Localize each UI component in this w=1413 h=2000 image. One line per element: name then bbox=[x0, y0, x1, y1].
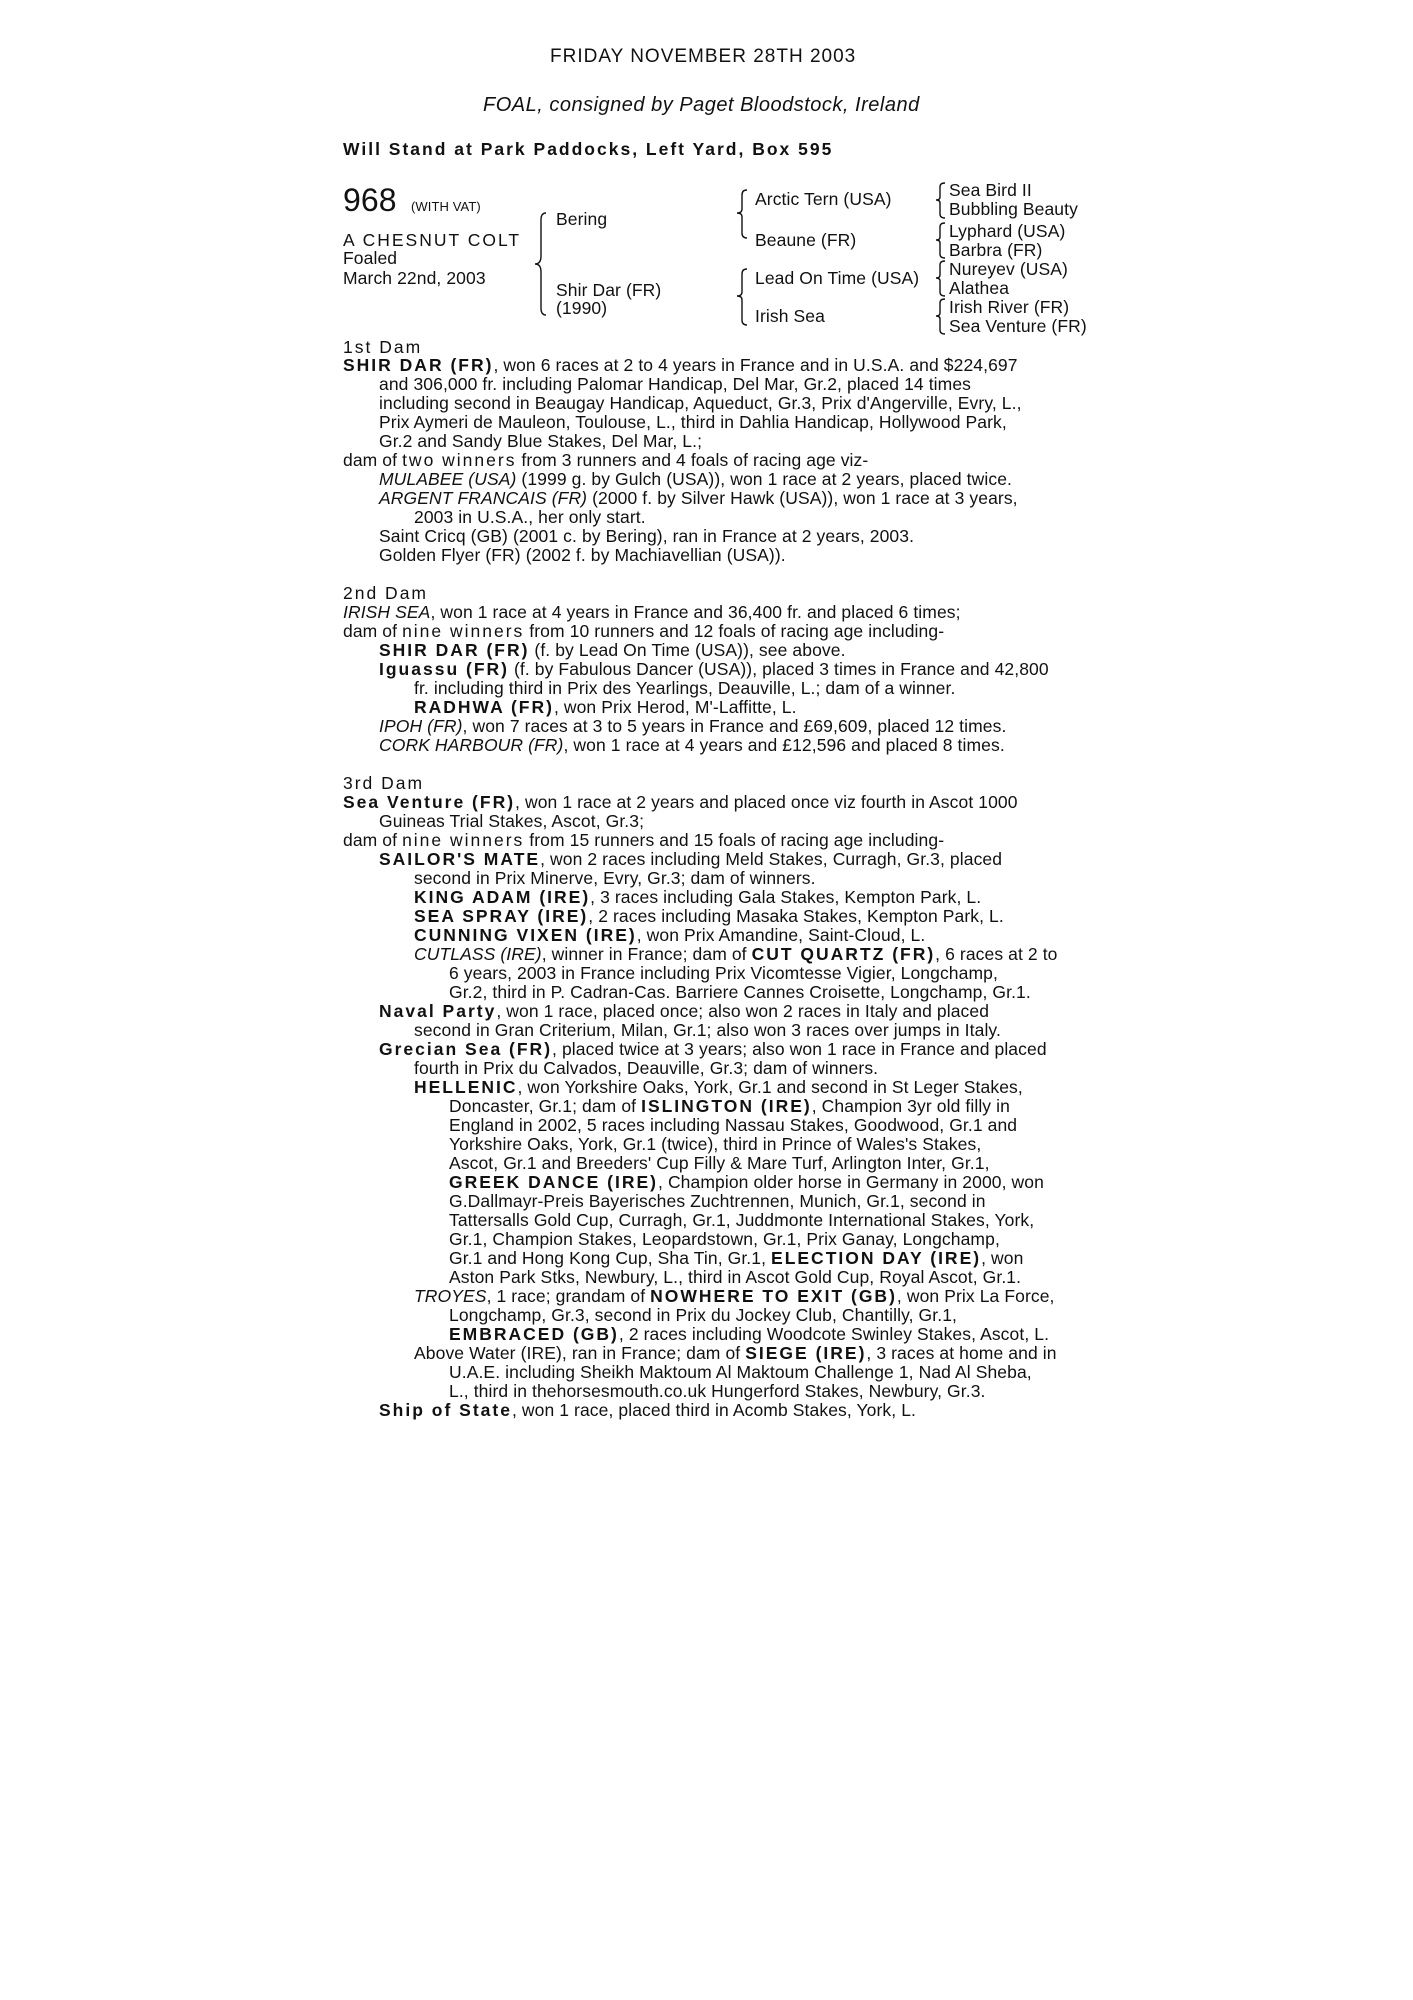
third-dam-line-32: L., third in thehorsesmouth.co.uk Hungerford Stakes, Newbury, Gr.3. bbox=[449, 1381, 986, 1401]
first-dam-line-7: MULABEE (USA) (1999 g. by Gulch (USA)), won 1 race at 2 years, placed twice. bbox=[379, 469, 1013, 489]
second-dam-heading: 2nd Dam bbox=[343, 583, 429, 603]
third-dam-line-12: Naval Party, won 1 race, placed once; also won 2 races in Italy and placed bbox=[379, 1001, 990, 1021]
third-dam-line-9: CUTLASS (IRE), winner in France; dam of CUT QUARTZ (FR), 6 races at 2 to bbox=[414, 944, 1058, 964]
third-dam-line-8: CUNNING VIXEN (IRE), won Prix Amandine, Saint-Cloud, L. bbox=[414, 925, 926, 945]
third-dam-line-4: SAILOR'S MATE, won 2 races including Meld Stakes, Curragh, Gr.3, placed bbox=[379, 849, 1003, 869]
dam: Shir Dar (FR) bbox=[556, 280, 662, 300]
second-dam-line-6: RADHWA (FR), won Prix Herod, M'-Laffitte, L. bbox=[414, 697, 797, 717]
lot-number: 968 bbox=[343, 182, 397, 218]
third-dam-line-11: Gr.2, third in P. Cadran-Cas. Barriere Cannes Croisette, Longchamp, Gr.1. bbox=[449, 982, 1031, 1002]
third-dam-line-13: second in Gran Criterium, Milan, Gr.1; also won 3 races over jumps in Italy. bbox=[414, 1020, 1001, 1040]
ancestor-3: Lyphard (USA) bbox=[949, 221, 1066, 241]
ancestor-6: Alathea bbox=[949, 278, 1010, 298]
first-dam-line-1: SHIR DAR (FR), won 6 races at 2 to 4 years in France and in U.S.A. and $224,697 bbox=[343, 355, 1018, 375]
third-dam-line-22: G.Dallmayr-Preis Bayerisches Zuchtrennen, Munich, Gr.1, second in bbox=[449, 1191, 986, 1211]
third-dam-line-16: HELLENIC, won Yorkshire Oaks, York, Gr.1 and second in St Leger Stakes, bbox=[414, 1077, 1023, 1097]
third-dam-line-7: SEA SPRAY (IRE), 2 races including Masaka Stakes, Kempton Park, L. bbox=[414, 906, 1004, 926]
third-dam-line-29: EMBRACED (GB), 2 races including Woodcote Swinley Stakes, Ascot, L. bbox=[449, 1324, 1050, 1344]
third-dam-line-24: Gr.1, Champion Stakes, Leopardstown, Gr.1, Prix Ganay, Longchamp, bbox=[449, 1229, 1000, 1249]
first-dam-line-10: Saint Cricq (GB) (2001 c. by Bering), ran in France at 2 years, 2003. bbox=[379, 526, 915, 546]
first-dam-line-4: Prix Aymeri de Mauleon, Toulouse, L., third in Dahlia Handicap, Hollywood Park, bbox=[379, 412, 1007, 432]
third-dam-line-23: Tattersalls Gold Cup, Curragh, Gr.1, Juddmonte International Stakes, York, bbox=[449, 1210, 1035, 1230]
vat-note: (WITH VAT) bbox=[411, 199, 481, 214]
third-dam-line-21: GREEK DANCE (IRE), Champion older horse in Germany in 2000, won bbox=[449, 1172, 1044, 1192]
foaled-label: Foaled bbox=[343, 248, 398, 268]
pedigree-bracket-main bbox=[538, 212, 558, 316]
third-dam-line-18: England in 2002, 5 races including Nassau Stakes, Goodwood, Gr.1 and bbox=[449, 1115, 1018, 1135]
third-dam-line-10: 6 years, 2003 in France including Prix Vicomtesse Vigier, Longchamp, bbox=[449, 963, 998, 983]
ancestor-1: Sea Bird II bbox=[949, 180, 1032, 200]
third-dam-line-1: Sea Venture (FR), won 1 race at 2 years and placed once viz fourth in Ascot 1000 bbox=[343, 792, 1018, 812]
third-dam-line-17: Doncaster, Gr.1; dam of ISLINGTON (IRE), Champion 3yr old filly in bbox=[449, 1096, 1010, 1116]
second-dam-line-3: SHIR DAR (FR) (f. by Lead On Time (USA)), see above. bbox=[379, 640, 846, 660]
sire-sire: Arctic Tern (USA) bbox=[755, 189, 892, 209]
second-dam-line-7: IPOH (FR), won 7 races at 3 to 5 years in France and £69,609, placed 12 times. bbox=[379, 716, 1007, 736]
second-dam-line-4: Iguassu (FR) (f. by Fabulous Dancer (USA)), placed 3 times in France and 42,800 bbox=[379, 659, 1049, 679]
third-dam-line-19: Yorkshire Oaks, York, Gr.1 (twice), third in Prince of Wales's Stakes, bbox=[449, 1134, 982, 1154]
pedigree-bracket-dam bbox=[739, 268, 755, 328]
third-dam-line-25: Gr.1 and Hong Kong Cup, Sha Tin, Gr.1, ELECTION DAY (IRE), won bbox=[449, 1248, 1024, 1268]
first-dam-heading: 1st Dam bbox=[343, 337, 423, 357]
first-dam-line-11: Golden Flyer (FR) (2002 f. by Machiavellian (USA)). bbox=[379, 545, 786, 565]
second-dam-line-8: CORK HARBOUR (FR), won 1 race at 4 years and £12,596 and placed 8 times. bbox=[379, 735, 1005, 755]
second-dam-line-5: fr. including third in Prix des Yearlings, Deauville, L.; dam of a winner. bbox=[414, 678, 956, 698]
third-dam-line-30: Above Water (IRE), ran in France; dam of SIEGE (IRE), 3 races at home and in bbox=[414, 1343, 1057, 1363]
dam-dam: Irish Sea bbox=[755, 306, 825, 326]
third-dam-line-5: second in Prix Minerve, Evry, Gr.3; dam of winners. bbox=[414, 868, 816, 888]
dam-sire: Lead On Time (USA) bbox=[755, 268, 920, 288]
dam-year: (1990) bbox=[556, 298, 608, 318]
third-dam-line-28: Longchamp, Gr.3, second in Prix du Jockey Club, Chantilly, Gr.1, bbox=[449, 1305, 957, 1325]
ancestor-5: Nureyev (USA) bbox=[949, 259, 1068, 279]
first-dam-line-8: ARGENT FRANCAIS (FR) (2000 f. by Silver Hawk (USA)), won 1 race at 3 years, bbox=[379, 488, 1018, 508]
third-dam-line-26: Aston Park Stks, Newbury, L., third in Ascot Gold Cup, Royal Ascot, Gr.1. bbox=[449, 1267, 1022, 1287]
second-dam-line-1: IRISH SEA, won 1 race at 4 years in France and 36,400 fr. and placed 6 times; bbox=[343, 602, 961, 622]
sire-dam: Beaune (FR) bbox=[755, 230, 857, 250]
sale-date: FRIDAY NOVEMBER 28TH 2003 bbox=[550, 46, 857, 67]
third-dam-heading: 3rd Dam bbox=[343, 773, 425, 793]
first-dam-line-3: including second in Beaugay Handicap, Aqueduct, Gr.3, Prix d'Angerville, Evry, L., bbox=[379, 393, 1022, 413]
ancestor-4: Barbra (FR) bbox=[949, 240, 1043, 260]
pedigree-bracket-sire bbox=[739, 189, 755, 241]
ancestor-8: Sea Venture (FR) bbox=[949, 316, 1087, 336]
ancestor-2: Bubbling Beauty bbox=[949, 199, 1078, 219]
third-dam-line-33: Ship of State, won 1 race, placed third in Acomb Stakes, York, L. bbox=[379, 1400, 916, 1420]
first-dam-line-6: dam of two winners from 3 runners and 4 foals of racing age viz- bbox=[343, 450, 869, 470]
first-dam-line-2: and 306,000 fr. including Palomar Handicap, Del Mar, Gr.2, placed 14 times bbox=[379, 374, 972, 394]
third-dam-line-15: fourth in Prix du Calvados, Deauville, Gr.3; dam of winners. bbox=[414, 1058, 879, 1078]
third-dam-line-6: KING ADAM (IRE), 3 races including Gala Stakes, Kempton Park, L. bbox=[414, 887, 982, 907]
third-dam-line-14: Grecian Sea (FR), placed twice at 3 years; also won 1 race in France and placed bbox=[379, 1039, 1047, 1059]
second-dam-line-2: dam of nine winners from 10 runners and 12 foals of racing age including- bbox=[343, 621, 945, 641]
third-dam-line-20: Ascot, Gr.1 and Breeders' Cup Filly & Mare Turf, Arlington Inter, Gr.1, bbox=[449, 1153, 990, 1173]
sire: Bering bbox=[556, 209, 608, 229]
third-dam-line-27: TROYES, 1 race; grandam of NOWHERE TO EXIT (GB), won Prix La Force, bbox=[414, 1286, 1055, 1306]
third-dam-line-31: U.A.E. including Sheikh Maktoum Al Maktoum Challenge 1, Nad Al Sheba, bbox=[449, 1362, 1032, 1382]
stand-location: Will Stand at Park Paddocks, Left Yard, Box 595 bbox=[343, 139, 834, 159]
ancestor-7: Irish River (FR) bbox=[949, 297, 1070, 317]
third-dam-line-2: Guineas Trial Stakes, Ascot, Gr.3; bbox=[379, 811, 645, 831]
first-dam-line-5: Gr.2 and Sandy Blue Stakes, Del Mar, L.; bbox=[379, 431, 703, 451]
third-dam-line-3: dam of nine winners from 15 runners and 15 foals of racing age including- bbox=[343, 830, 945, 850]
foaled-date: March 22nd, 2003 bbox=[343, 268, 486, 288]
consignor-line: FOAL, consigned by Paget Bloodstock, Ireland bbox=[483, 94, 920, 116]
first-dam-line-9: 2003 in U.S.A., her only start. bbox=[414, 507, 646, 527]
lot-description: A CHESNUT COLT bbox=[343, 230, 522, 250]
